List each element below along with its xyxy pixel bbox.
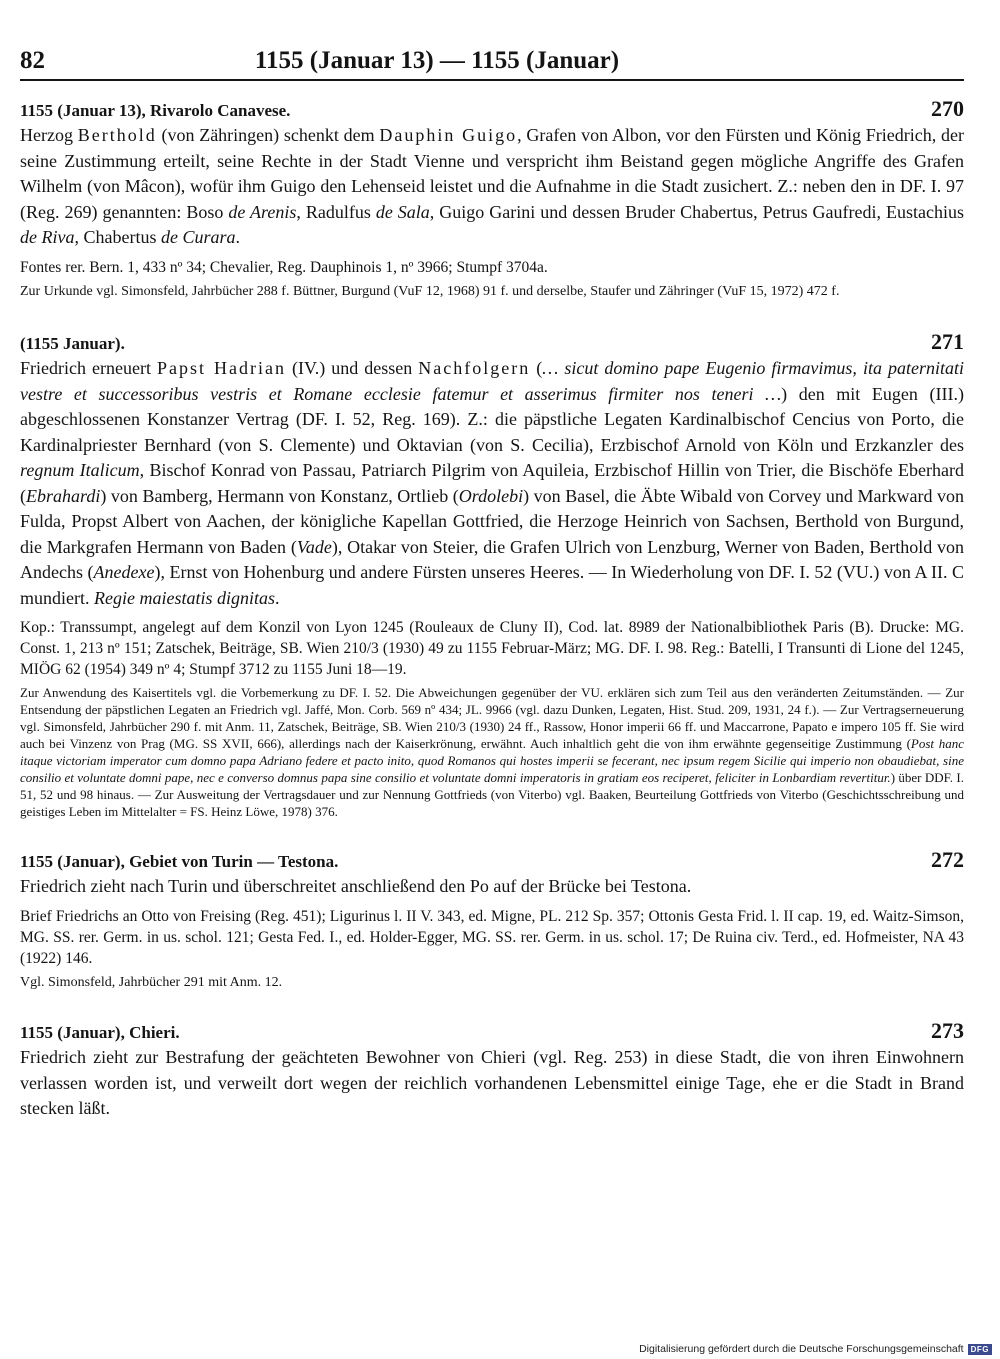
text-run: ) über DDF. I. 51, 52 und 98 hinaus. — Zur Ausweitung der Vertragsdauer und zur Nennung Gottfrieds (von Viterbo) vgl. Baaken, Beurteilung Gottfrieds von Viterbo (Geschichtsschreibung und geistiges Leben im Mittelalter = FS. Heinz Löwe, 1978) 376.	[20, 770, 964, 819]
italic-run: de Curara	[160, 227, 236, 247]
footer	[639, 1343, 992, 1355]
entry-date-place: 1155 (Januar), Chieri.	[20, 1023, 180, 1042]
text-run: (IV.) und dessen	[286, 358, 419, 378]
text-run: Zur Anwendung des Kaisertitels vgl. die Vorbemerkung zu DF. I. 52. Die Abweichungen gegenüber der VU. erklären sich zum Teil aus den veränderten Zeitumständen. — Zur Entsendung der päpstlichen Legaten an Friedrich vgl. Jaffé, Mon. Corb. 569 nº 434; JL. 9966 (vgl. dazu Dunken, Legaten, Hist. Stud. 209, 1931, 24 f.). — Zur Vertragserneuerung vgl. Simonsfeld, Jahrbücher 290 f. mit Anm. 11, Zatschek, Beiträge, SB. Wien 210/3 (1930) 24 ff., Rassow, Honor imperii 66 ff. und Maccarrone, Papato e impero 105 ff. Sie wird auch bei Vinzenz von Prag (MG. SS XVII, 666), allerdings nach der Kaiserkrönung, erwähnt. Auch inhaltlich geht die von ihm erwähnte gegenseitige Zustimmung (	[20, 685, 964, 751]
entry-sources: Fontes rer. Bern. 1, 433 nº 34; Chevalier, Reg. Dauphinois 1, nº 3966; Stumpf 3704a.	[20, 258, 548, 276]
entry-heading	[20, 848, 964, 874]
italic-run: de Arenis	[228, 201, 297, 222]
text-run: , Bischof Konrad von Passau, Patriarch Pilgrim von Aquileia, Erzbischof Hillin von Trier, die Bischöfe Eberhard (	[20, 460, 964, 506]
regest-entry-273	[20, 1019, 964, 1122]
text-run: (	[530, 358, 543, 378]
footer-text: Digitalisierung gefördert durch die Deutsche Forschungsgemeinschaft	[639, 1343, 964, 1355]
italic-run: de Riva	[20, 227, 75, 247]
text-run: Herzog	[20, 125, 78, 145]
text-run: Friedrich erneuert	[20, 358, 157, 378]
italic-run: Post hanc itaque victoriam imperator cum domno papa Adriano federe et pacto inito, quod Romanos qui hostes imperii se fecerant, nec ipsum regem Sicilie qui imperio non obaudiebat, sine consilio et voluntate domni pape, nec e converso domnus papa sine consilio et voluntate domni imperatoris in gratiam eos reciperet, feliciter in Lonbardiam revertitur.	[20, 736, 964, 785]
entry-heading	[20, 97, 964, 123]
entry-summary: Friedrich zieht nach Turin und überschreitet anschließend den Po auf der Brücke bei Testona.	[20, 876, 692, 896]
regest-entry-271	[20, 330, 964, 820]
italic-run: Anedexe	[93, 562, 155, 582]
spaced-name: Nachfolgern	[418, 358, 531, 378]
italic-run: Ordolebi	[458, 485, 524, 506]
italic-run: … sicut domino pape Eugenio firmavimus, ita paternitati vestre et successoribus vestris et Romane ecclesie fatemur et asserimus firmiter nos teneri …	[20, 358, 964, 404]
text-run: , Guigo Garini und dessen Bruder Chabertus, Petrus Gaufredi, Eustachius	[429, 201, 964, 222]
text-run: .	[274, 587, 280, 608]
text-run: ), Ernst von Hohenburg und andere Fürsten unseres Heeres. — In Wiederholung von DF. I. 52 (VU.) von A II. C mundiert.	[20, 562, 964, 608]
entry-number: 270	[931, 96, 964, 121]
running-head	[20, 46, 964, 81]
italic-run: Regie maiestatis dignitas	[94, 587, 275, 608]
italic-run: regnum Italicum	[20, 460, 140, 480]
entry-sources: Kop.: Transsumpt, angelegt auf dem Konzil von Lyon 1245 (Rouleaux de Cluny II), Cod. lat. 8989 der Nationalbibliothek Paris (B). Drucke: MG. Const. 1, 213 nº 151; Zatschek, Beiträge, SB. Wien 210/3 (1930) 49 zu 1155 Februar-März; MG. DF. I. 98. Reg.: Batelli, I Transunti di Lione del 1245, MIÖG 62 (1954) 349 nº 4; Stumpf 3712 zu 1155 Juni 18—19.	[20, 619, 964, 678]
entry-summary: Friedrich zieht zur Bestrafung der geächteten Bewohner von Chieri (vgl. Reg. 253) in diese Stadt, die von ihren Einwohnern verlassen worden ist, und verweilt dort wegen der reichlich vorhandenen Lebensmittel einige Tage, ehe er die Stadt in Brand stecken läßt.	[20, 1047, 964, 1118]
entry-literature: Vgl. Simonsfeld, Jahrbücher 291 mit Anm. 12.	[20, 974, 283, 990]
text-run: , Radulfus	[296, 201, 376, 222]
entry-date-place: 1155 (Januar 13), Rivarolo Canavese.	[20, 101, 291, 120]
spaced-name: Papst Hadrian	[157, 358, 287, 378]
text-run: ) den mit Eugen (III.) abgeschlossenen Konstanzer Vertrag (DF. I. 52, Reg. 169). Z.: die päpstliche Legaten Kardinalbischof Cencius von Porto, die Kardinalpriester Bernhard (von S. Clemente) und Oktavian (von S. Cecilia), Erzbischof Arnold von Köln und Erzkanzler des	[20, 383, 964, 455]
dfg-logo-icon: DFG	[968, 1344, 992, 1355]
entry-number: 272	[931, 847, 964, 872]
entry-summary	[20, 123, 964, 251]
spaced-name: Dauphin Guigo	[379, 125, 518, 145]
page-title: 1155 (Januar 13) — 1155 (Januar)	[254, 47, 620, 74]
entry-heading	[20, 330, 964, 356]
text-run: ), Otakar von Steier, die Grafen Ulrich von Lenzburg, Werner von Baden, Berthold von Andechs (	[20, 536, 964, 582]
regest-entry-270	[20, 97, 964, 300]
text-run: , Grafen von Albon, vor den Fürsten und König Friedrich, der seine Zustimmung erteilt, seine Rechte in der Stadt Vienne und verspricht ihm Beistand gegen mögliche Angriffe des Grafen Wilhelm (von Mâcon), wofür ihm Guigo den Lehenseid leistet und die Aufnahme in die Stadt zusichert. Z.: neben den in DF. I. 97 (Reg. 269) genannten: Boso	[20, 125, 964, 222]
text-run: (von Zähringen) schenkt dem	[156, 125, 380, 145]
italic-run: Ebrahardi	[26, 485, 101, 506]
entry-summary	[20, 356, 964, 611]
text-run: .	[235, 227, 240, 247]
entry-date-place: 1155 (Januar), Gebiet von Turin — Testona.	[20, 852, 339, 871]
text-run: ) von Bamberg, Hermann von Konstanz, Ortlieb (	[100, 485, 459, 506]
regest-entry-272	[20, 848, 964, 991]
italic-run: de Sala	[375, 201, 430, 222]
italic-run: Vade	[296, 536, 332, 557]
entry-literature	[20, 684, 964, 820]
entry-literature: Zur Urkunde vgl. Simonsfeld, Jahrbücher 288 f. Büttner, Burgund (VuF 12, 1968) 91 f. und derselbe, Staufer und Zähringer (VuF 15, 1972) 472 f.	[20, 283, 840, 299]
entry-sources: Brief Friedrichs an Otto von Freising (Reg. 451); Ligurinus l. II V. 343, ed. Migne, PL. 212 Sp. 357; Ottonis Gesta Frid. l. II cap. 19, ed. Waitz-Simson, MG. SS. rer. Germ. in us. schol. 121; Gesta Fed. I., ed. Holder-Egger, MG. SS. rer. Germ. in us. schol. 17; De Ruina civ. Terd., ed. Hofmeister, NA 43 (1922) 146.	[20, 907, 964, 967]
entry-number: 273	[931, 1018, 964, 1043]
text-run: ) von Basel, die Äbte Wibald von Corvey und Markward von Fulda, Propst Albert von Aachen, der königliche Kapellan Gottfried, die Herzoge Heinrich von Sachsen, Berthold von Burgund, die Markgrafen Hermann von Baden (	[20, 485, 964, 557]
entry-heading	[20, 1019, 964, 1045]
entry-date-place: (1155 Januar).	[20, 334, 125, 353]
entry-number: 271	[931, 329, 964, 354]
spaced-name: Berthold	[77, 125, 157, 145]
page	[20, 46, 964, 1122]
page-number: 82	[20, 47, 45, 74]
text-run: , Chabertus	[74, 227, 161, 247]
